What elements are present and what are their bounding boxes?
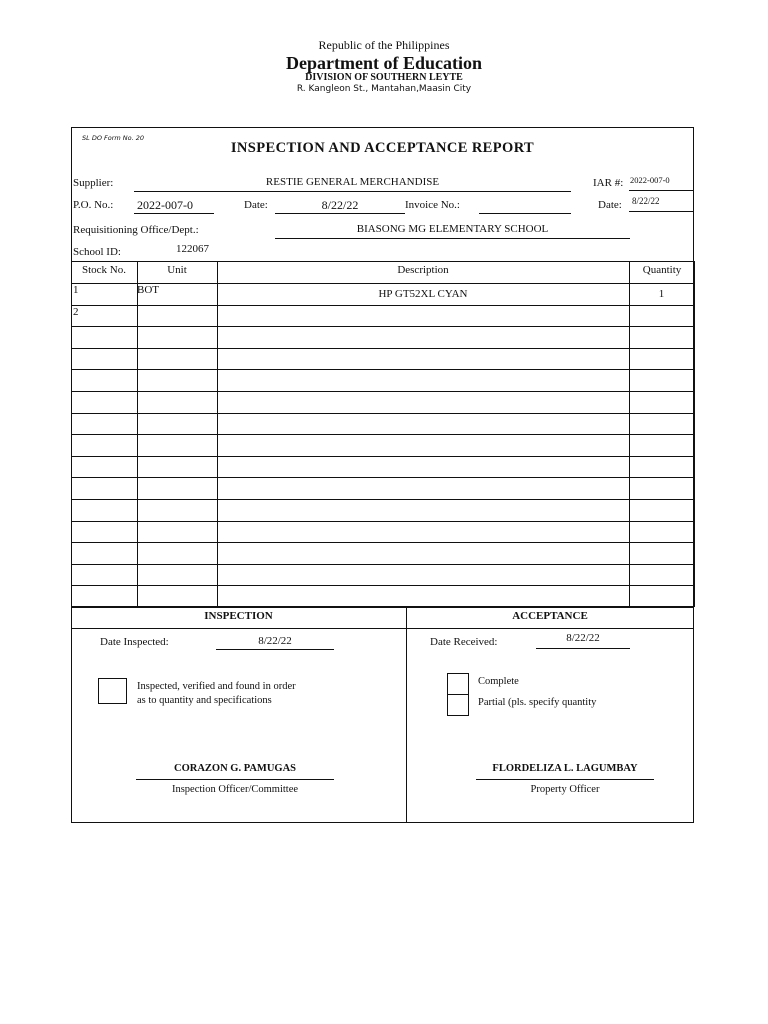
form-number: SL DO Form No. 20 bbox=[82, 134, 145, 142]
complete-label: Complete bbox=[478, 676, 519, 687]
republic-heading: Republic of the Philippines bbox=[318, 38, 450, 52]
req-office-value: BIASONG MG ELEMENTARY SCHOOL bbox=[356, 223, 549, 235]
po-underline bbox=[134, 213, 214, 214]
date-value: 8/22/22 bbox=[321, 198, 359, 212]
table-row bbox=[71, 585, 694, 607]
form-title: INSPECTION AND ACCEPTANCE REPORT bbox=[230, 140, 535, 156]
date-inspected-underline bbox=[216, 649, 334, 650]
req-office-label: Requisitioning Office/Dept.: bbox=[73, 224, 199, 236]
inspection-officer-title: Inspection Officer/Committee bbox=[171, 784, 299, 795]
section-divider-vertical bbox=[406, 606, 408, 823]
section-divider-heading bbox=[71, 628, 694, 630]
inspected-check-text bbox=[137, 680, 296, 708]
date-inspected-value: 8/22/22 bbox=[258, 635, 292, 647]
supplier-value: RESTIE GENERAL MERCHANDISE bbox=[265, 176, 440, 188]
date-received-underline bbox=[536, 648, 630, 649]
header-stock-no: Stock No. bbox=[82, 264, 126, 276]
supplier-label: Supplier: bbox=[73, 177, 114, 189]
description-cell: HP GT52XL CYAN bbox=[378, 288, 468, 300]
table-row bbox=[71, 456, 694, 478]
req-office-underline bbox=[275, 238, 630, 239]
table-row bbox=[71, 564, 694, 586]
table-row bbox=[71, 413, 694, 435]
inspection-officer-name: CORAZON G. PAMUGAS bbox=[173, 763, 296, 774]
table-row bbox=[71, 326, 694, 348]
unit-cell: BOT bbox=[137, 284, 159, 296]
inspected-check-text-line1: Inspected, verified and found in order bbox=[137, 681, 296, 692]
header-quantity: Quantity bbox=[642, 264, 682, 276]
table-row bbox=[71, 477, 694, 499]
table-row bbox=[71, 283, 694, 305]
date2-label: Date: bbox=[598, 199, 622, 211]
table-row bbox=[71, 305, 694, 327]
property-officer-title: Property Officer bbox=[530, 784, 600, 795]
inspected-check-text-line2: as to quantity and specifications bbox=[137, 695, 272, 706]
address-line: R. Kangleon St., Mantahan,Maasin City bbox=[296, 84, 472, 94]
section-divider-top bbox=[71, 606, 694, 608]
iar-value: 2022-007-0 bbox=[630, 175, 670, 185]
date-inspected-label: Date Inspected: bbox=[100, 636, 169, 648]
po-value: 2022-007-0 bbox=[137, 198, 193, 212]
table-row bbox=[71, 348, 694, 370]
header-description: Description bbox=[397, 264, 449, 276]
inspected-checkbox[interactable] bbox=[98, 678, 127, 704]
school-id-value: 122067 bbox=[176, 243, 209, 255]
quantity-cell: 1 bbox=[658, 288, 665, 300]
table-row bbox=[71, 542, 694, 564]
invoice-underline bbox=[479, 213, 571, 214]
date-received-value: 8/22/22 bbox=[566, 632, 600, 644]
complete-checkbox[interactable] bbox=[447, 673, 469, 695]
table-row bbox=[71, 521, 694, 543]
partial-label: Partial (pls. specify quantity bbox=[478, 697, 597, 708]
property-officer-underline bbox=[476, 779, 654, 780]
department-heading: Department of Education bbox=[286, 53, 482, 73]
property-officer-name: FLORDELIZA L. LAGUMBAY bbox=[492, 763, 638, 774]
table-row bbox=[71, 434, 694, 456]
table-row bbox=[71, 499, 694, 521]
po-label: P.O. No.: bbox=[73, 199, 114, 211]
stock-no-cell: 1 bbox=[73, 284, 79, 296]
date2-value: 8/22/22 bbox=[632, 196, 660, 206]
iar-label: IAR #: bbox=[593, 177, 624, 189]
partial-checkbox[interactable] bbox=[447, 694, 469, 716]
acceptance-heading: ACCEPTANCE bbox=[512, 610, 588, 622]
table-row bbox=[71, 391, 694, 413]
stock-no-cell: 2 bbox=[73, 305, 79, 318]
date-underline bbox=[275, 213, 405, 214]
inspection-heading: INSPECTION bbox=[204, 610, 273, 622]
date-label: Date: bbox=[244, 199, 268, 211]
school-id-label: School ID: bbox=[73, 246, 121, 258]
table-row bbox=[71, 369, 694, 391]
division-heading: DIVISION OF SOUTHERN LEYTE bbox=[305, 72, 463, 83]
inspection-officer-underline bbox=[136, 779, 334, 780]
date-received-label: Date Received: bbox=[430, 636, 498, 648]
iar-underline bbox=[629, 190, 693, 191]
supplier-underline bbox=[134, 191, 571, 192]
date2-underline bbox=[629, 211, 693, 212]
items-table bbox=[71, 261, 696, 608]
invoice-label: Invoice No.: bbox=[405, 199, 460, 211]
header-unit: Unit bbox=[167, 264, 187, 276]
